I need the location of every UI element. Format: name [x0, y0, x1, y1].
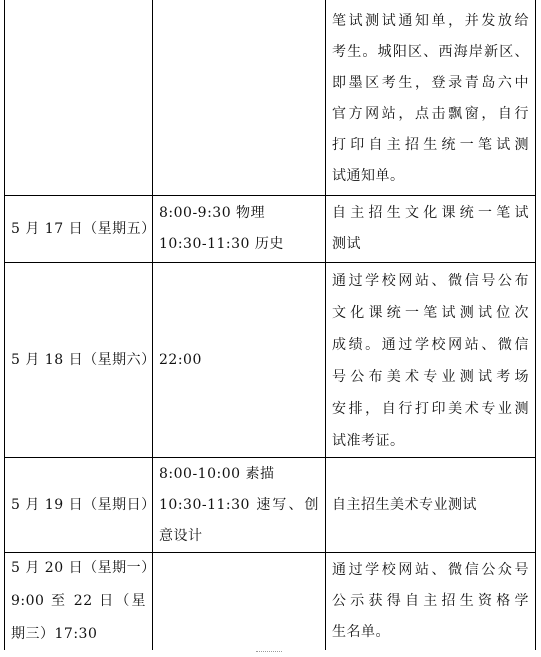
time-cell: [153, 263, 326, 457]
note-line: 试通知单。: [332, 168, 405, 184]
date-cell: [5, 553, 156, 650]
note-line: 自主招生文化课统一笔试: [332, 205, 529, 221]
note-line: 测试: [332, 236, 361, 252]
time-line: 22:00: [159, 351, 202, 368]
date-cell: [5, 196, 156, 262]
date-line: 5 月 20 日（星期一）: [11, 560, 156, 576]
note-line: 成绩。通过学校网站、微信: [332, 337, 529, 353]
date-cell: [5, 458, 156, 552]
note-cell: [326, 263, 535, 457]
table-row: [5, 553, 535, 650]
note-cell: [326, 196, 535, 262]
note-line: 生名单。: [332, 624, 390, 640]
note-line: 公示获得自主招生资格学: [332, 593, 529, 609]
note-cell: [326, 0, 535, 195]
time-line: 意设计: [159, 527, 203, 544]
time-cell: [153, 553, 326, 650]
note-line: 考生。城阳区、西海岸新区、: [332, 44, 529, 60]
note-line: 即墨区考生，登录青岛六中: [332, 75, 529, 91]
note-line: 文化课统一笔试测试位次: [332, 305, 529, 321]
schedule-table: [4, 0, 536, 650]
note-line: 安排，自行打印美术专业测: [332, 401, 529, 417]
note-line: 号公布美术专业测试考场: [332, 369, 529, 385]
time-cell: [153, 458, 326, 552]
note-line: 通过学校网站、微信公众号: [332, 562, 529, 578]
time-line: 10:30-11:30 历史: [159, 236, 284, 252]
time-line: 8:00-10:00 素描: [159, 465, 275, 482]
note-line: 官方网站，点击飘窗，自行: [332, 106, 529, 122]
note-line: 打印自主招生统一笔试测: [332, 137, 529, 153]
table-row: [5, 263, 535, 458]
table-row: [5, 0, 535, 196]
date-line: 期三）17:30: [11, 626, 98, 642]
date-line: 9:00 至 22 日（星: [11, 593, 146, 609]
time-cell: [153, 196, 326, 262]
table-row: [5, 196, 535, 263]
date-cell: [5, 0, 153, 195]
time-cell: [153, 0, 326, 195]
note-cell: [326, 458, 535, 552]
date-line: 5 月 17 日（星期五）: [11, 220, 156, 237]
time-line: 10:30-11:30 速写、创: [159, 496, 319, 513]
note-line: 试准考证。: [332, 433, 405, 449]
note-line: 笔试测试通知单，并发放给: [332, 13, 529, 29]
time-line: 8:00-9:30 物理: [159, 205, 266, 221]
table-row: [5, 458, 535, 553]
note-line: 通过学校网站、微信号公布: [332, 273, 529, 289]
cropped-text-fragment: [256, 651, 282, 655]
note-line: 自主招生美术专业测试: [332, 496, 477, 513]
date-line: 5 月 18 日（星期六）: [11, 351, 156, 368]
date-cell: [5, 263, 156, 457]
note-cell: [326, 553, 535, 650]
date-line: 5 月 19 日（星期日）: [11, 496, 156, 513]
